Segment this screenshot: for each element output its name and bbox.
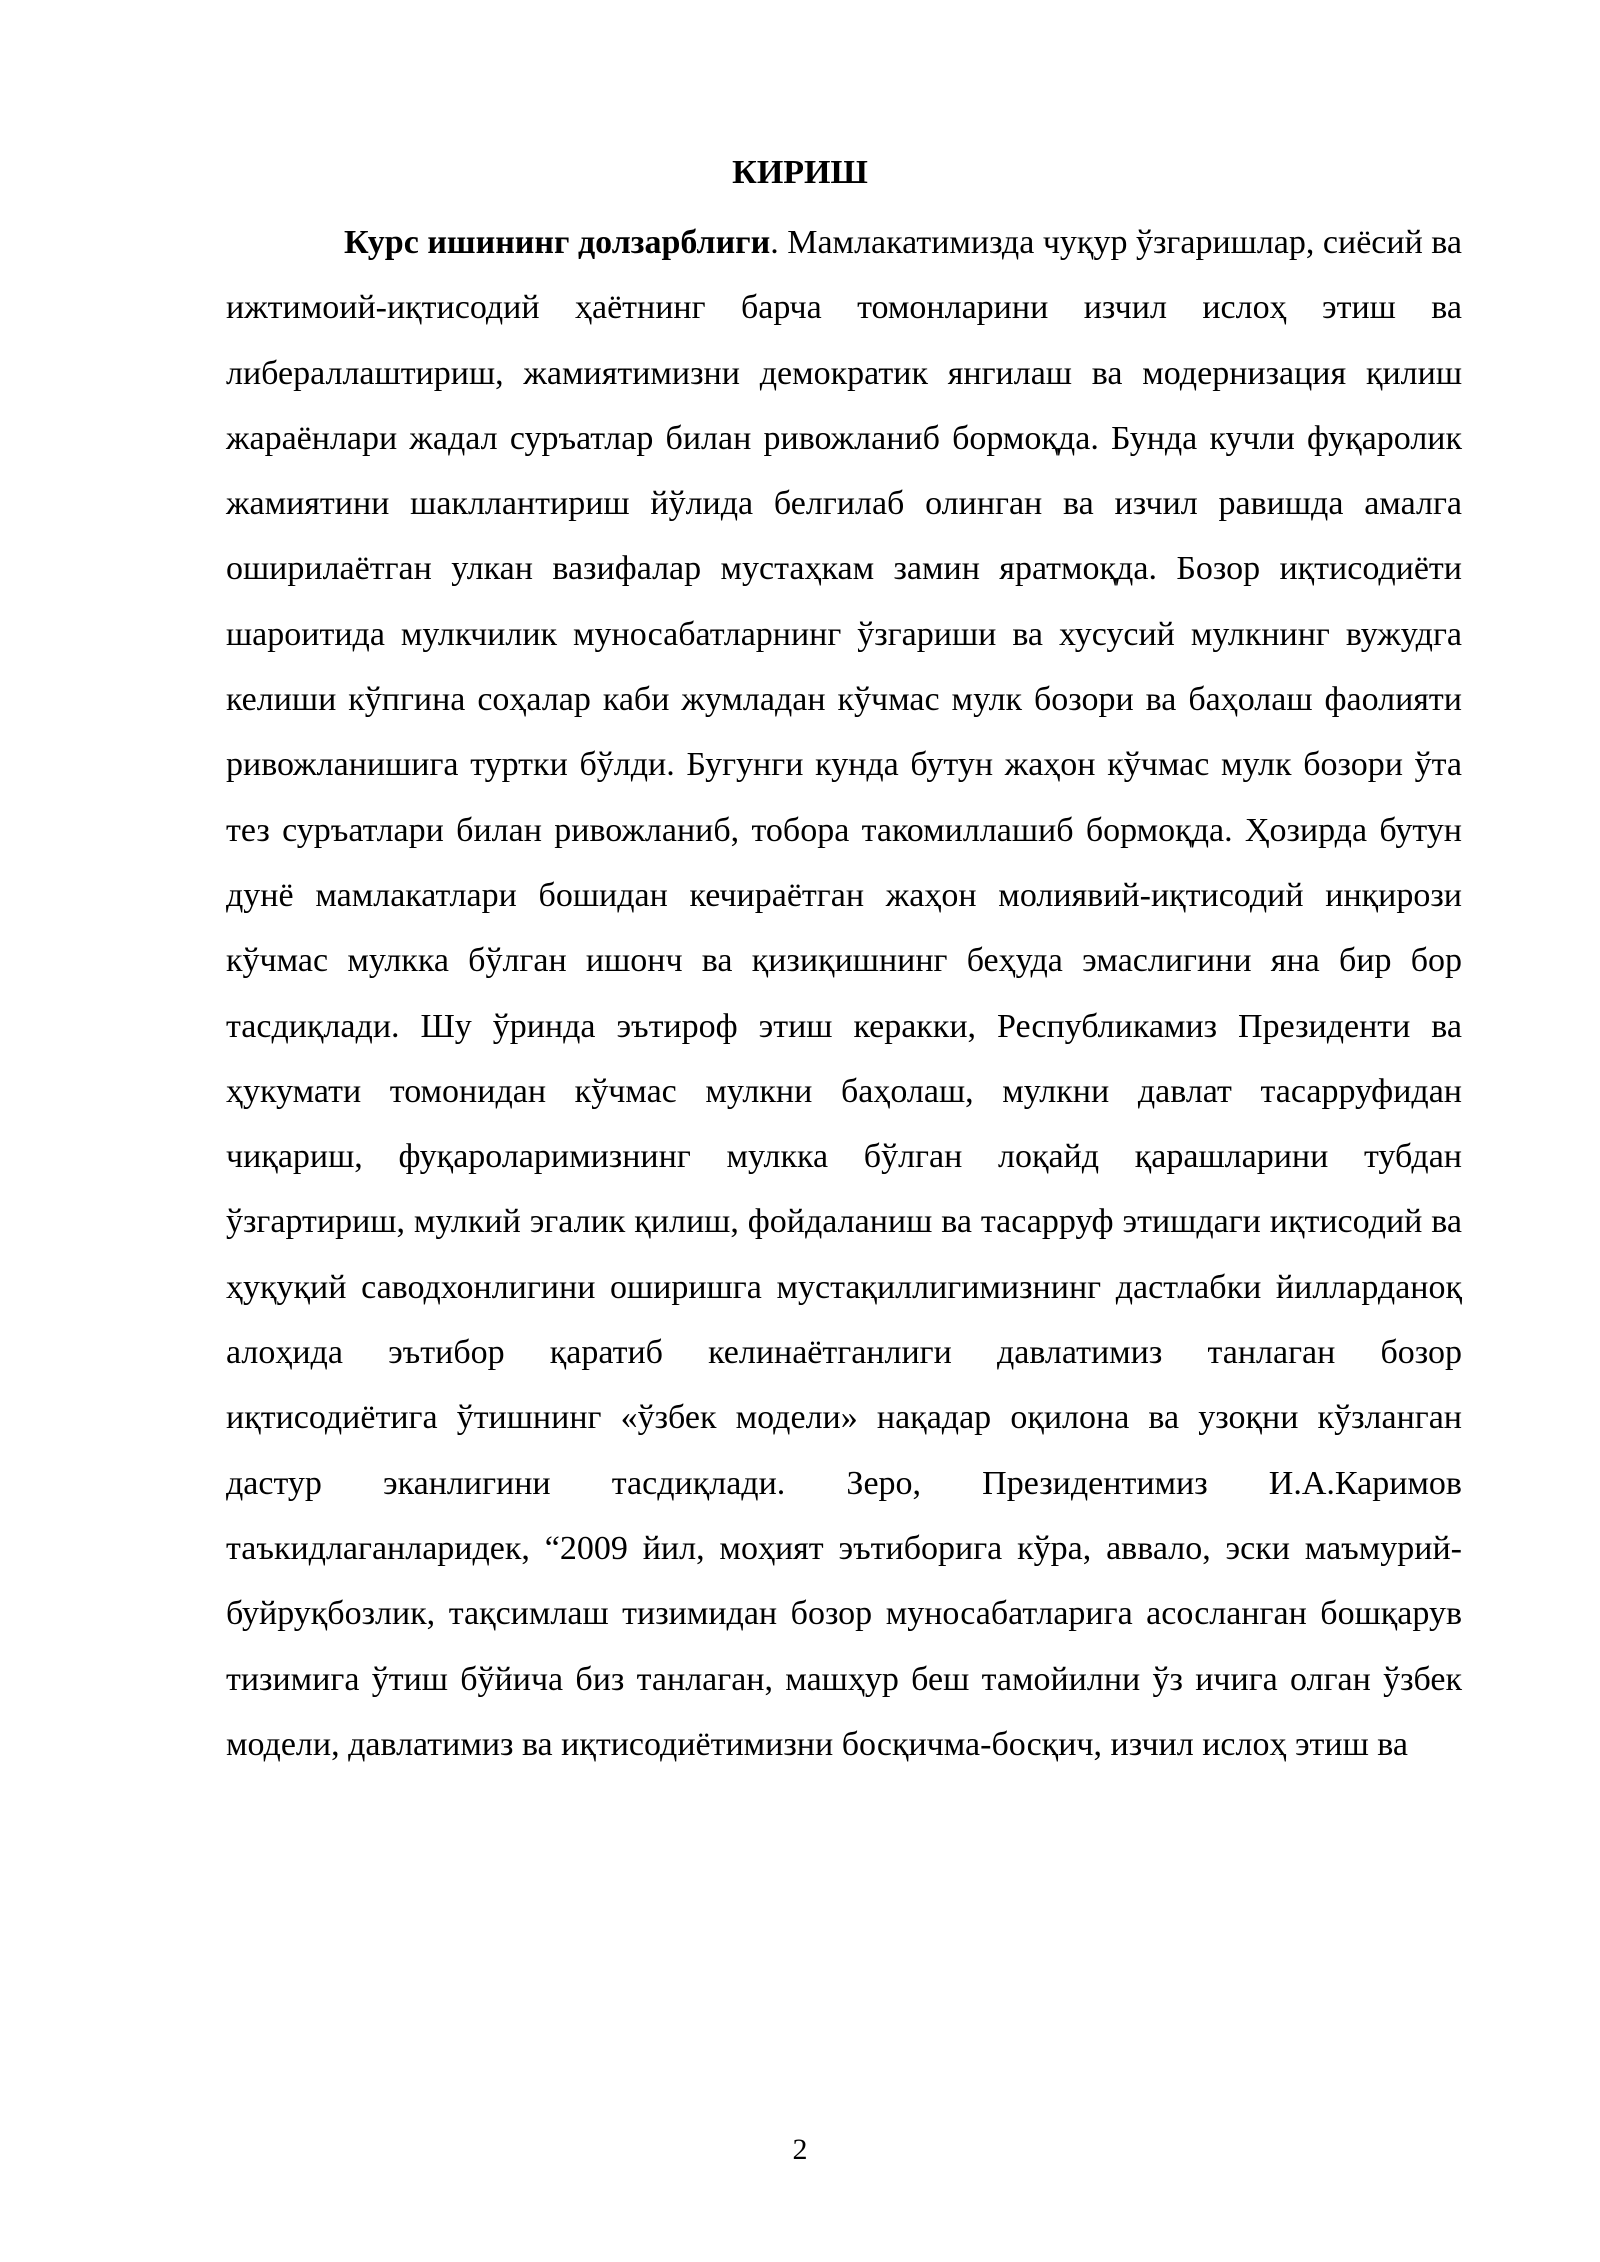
section-heading: КИРИШ [732,154,868,191]
body-paragraph [226,210,1462,1777]
page-number: 2 [792,2133,808,2166]
paragraph-text: . Мамлакатимизда чуқур ўзгаришлар, сиёсий ва ижтимоий-иқтисодий ҳаётнинг барча томонларини изчил ислоҳ этиш ва либераллаштириш, жамиятимизни демократик янгилаш ва модернизация қилиш жараёнлари жадал суръатлар билан ривожланиб бормоқда. Бунда кучли фуқаролик жамиятини шакллантириш йўлида белгилаб олинган ва изчил равишда амалга оширилаётган улкан вазифалар мустаҳкам замин яратмоқда. Бозор иқтисодиёти шароитида мулкчилик муносабатларнинг ўзгариши ва хусусий мулкнинг вужудга келиши кўпгина соҳалар каби жумладан кўчмас мулк бозори ва баҳолаш фаолияти ривожланишига туртки бўлди. Бугунги кунда бутун жаҳон кўчмас мулк бозори ўта тез суръатлари билан ривожланиб, тобора такомиллашиб бормоқда. Ҳозирда бутун дунё мамлакатлари бошидан кечираётган жаҳон молиявий-иқтисодий инқирози кўчмас мулкка бўлган ишонч ва қизиқишнинг беҳуда эмаслигини яна бир бор тасдиқлади. Шу ўринда эътироф этиш керакки, Республикамиз Президенти ва ҳукумати томонидан кўчмас мулкни баҳолаш, мулкни давлат тасарруфидан чиқариш, фуқароларимизнинг мулкка бўлган лоқайд қарашларини тубдан ўзгартириш, мулкий эгалик қилиш, фойдаланиш ва тасарруф этишдаги иқтисодий ва ҳуқуқий саводхонлигини оширишга мустақиллигимизнинг дастлабки йилларданоқ алоҳида эътибор қаратиб келинаётганлиги давлатимиз танлаган бозор иқтисодиётига ўтишнинг «ўзбек модели» нақадар оқилона ва узоқни кўзланган дастур эканлигини тасдиқлади. Зеро, Президентимиз И.А.Каримов таъкидлаганларидек, “2009 йил, моҳият эътиборига кўра, аввало, эски маъмурий-буйруқбозлик, тақсимлаш тизимидан бозор муносабатларига асосланган бошқарув тизимига ўтиш бўйича биз танлаган, машҳур беш тамойилни ўз ичига олган ўзбек модели, давлатимиз ва иқтисодиётимизни босқичма-босқич, изчил ислоҳ этиш ва [226,224,1462,1763]
paragraph-lead-title: Курс ишининг долзарблиги [344,224,771,261]
